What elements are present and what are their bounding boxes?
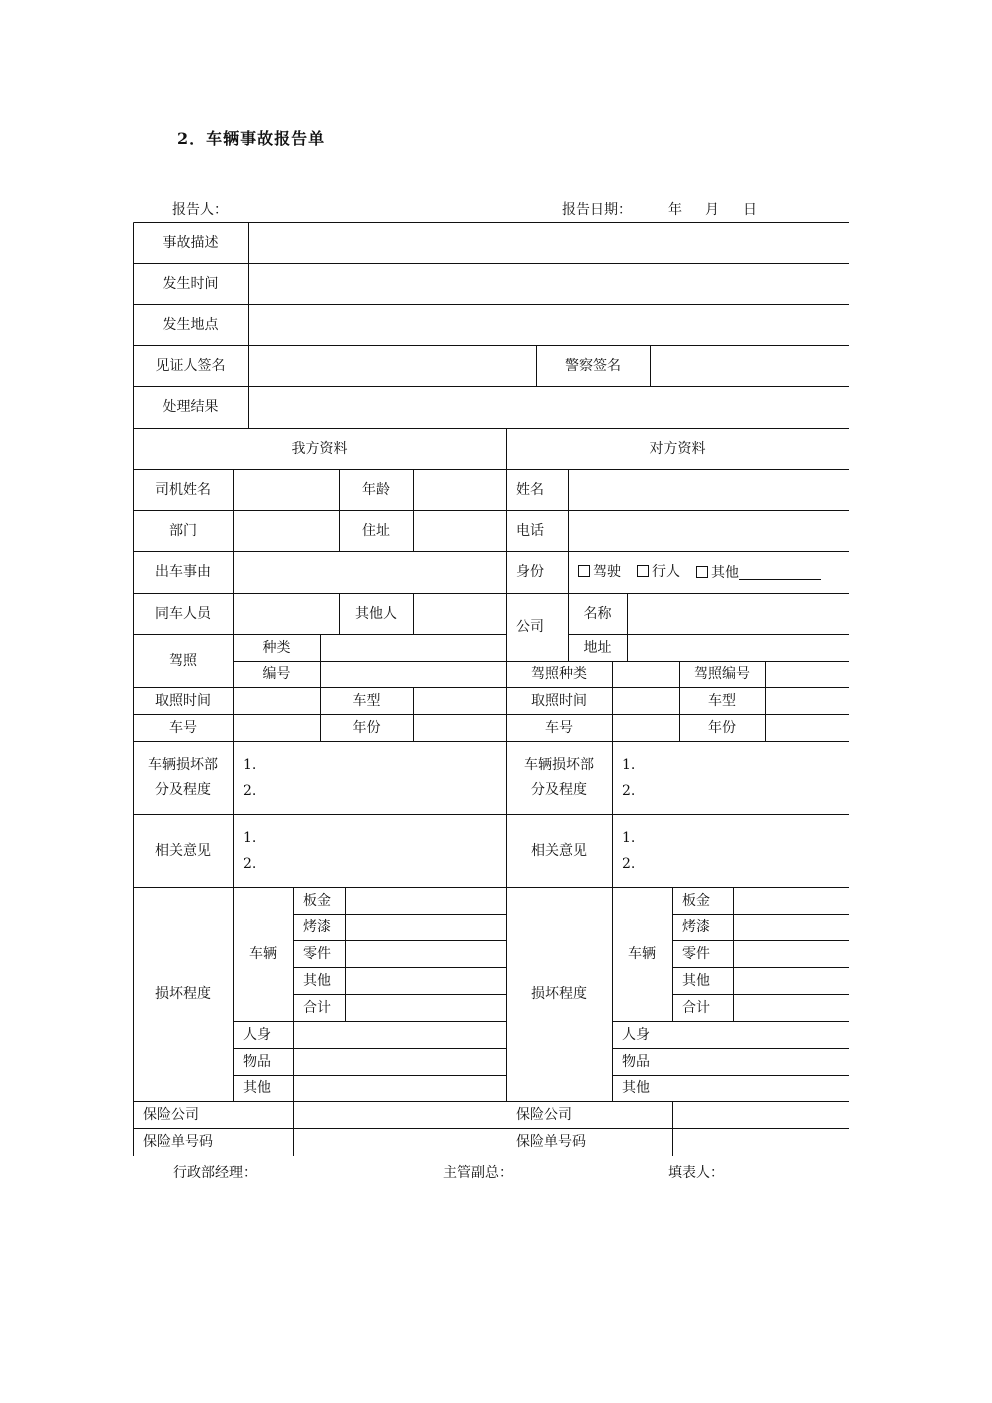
label-time: 发生时间 bbox=[162, 275, 219, 292]
field-accident-desc[interactable] bbox=[248, 222, 849, 263]
field-car-model[interactable] bbox=[413, 687, 506, 714]
label-their-insurer: 保险公司 bbox=[516, 1106, 572, 1123]
label-their-part-other: 其他 bbox=[682, 972, 710, 989]
field-car-year[interactable] bbox=[413, 714, 506, 741]
page-title: 2．车辆事故报告单 bbox=[177, 129, 326, 148]
checkbox-icon bbox=[637, 565, 649, 577]
date-year: 年 bbox=[668, 202, 682, 218]
report-date-label: 报告日期： bbox=[562, 202, 632, 218]
label-others: 其他人 bbox=[355, 605, 397, 622]
label-companions: 同车人员 bbox=[155, 605, 211, 622]
label-license: 驾照 bbox=[169, 652, 197, 669]
field-age[interactable] bbox=[413, 469, 506, 510]
label-part-sheet-metal: 板金 bbox=[303, 892, 331, 909]
label-their-license-no: 驾照编号 bbox=[694, 666, 750, 682]
label-driver-name: 司机姓名 bbox=[155, 481, 211, 498]
label-license-type: 种类 bbox=[262, 639, 291, 656]
label-dept: 部门 bbox=[169, 522, 197, 539]
label-part-other: 其他 bbox=[303, 972, 331, 989]
label-their-vehicle: 车辆 bbox=[628, 946, 656, 962]
field-others[interactable] bbox=[413, 593, 506, 634]
label-insurer: 保险公司 bbox=[143, 1106, 199, 1123]
field-dept[interactable] bbox=[233, 510, 339, 551]
identity-options bbox=[568, 551, 849, 593]
field-license-no[interactable] bbox=[320, 661, 506, 687]
label-goods: 物品 bbox=[243, 1053, 271, 1070]
option-other[interactable]: 其他 bbox=[696, 565, 821, 580]
field-result[interactable] bbox=[248, 386, 849, 428]
field-their-name[interactable] bbox=[568, 469, 849, 510]
field-witness-sign[interactable] bbox=[248, 345, 536, 386]
label-their-car-model: 车型 bbox=[708, 692, 736, 709]
label-part-components: 零件 bbox=[303, 945, 331, 962]
label-trip-reason: 出车事由 bbox=[155, 564, 211, 580]
label-their-goods: 物品 bbox=[622, 1053, 650, 1070]
field-companions[interactable] bbox=[233, 593, 339, 634]
label-license-no: 编号 bbox=[262, 666, 291, 682]
checkbox-icon bbox=[578, 565, 590, 577]
field-place[interactable] bbox=[248, 304, 849, 345]
label-damage-parts: 车辆损坏部 分及程度 bbox=[148, 756, 218, 798]
label-person: 人身 bbox=[243, 1026, 271, 1043]
label-vehicle: 车辆 bbox=[249, 946, 277, 962]
footer-supervisor: 主管副总： bbox=[443, 1165, 513, 1181]
label-their-policy-no: 保险单号码 bbox=[516, 1134, 586, 1150]
label-policy-no: 保险单号码 bbox=[143, 1134, 213, 1150]
checkbox-icon bbox=[696, 566, 708, 578]
section-theirs: 对方资料 bbox=[649, 440, 706, 457]
field-police-sign[interactable] bbox=[650, 345, 849, 386]
label-company-name: 名称 bbox=[583, 605, 612, 622]
label-their-person: 人身 bbox=[622, 1026, 650, 1043]
label-result: 处理结果 bbox=[162, 399, 219, 415]
label-their-damage-parts: 车辆损坏部 分及程度 bbox=[524, 756, 594, 798]
field-license-type[interactable] bbox=[320, 634, 506, 661]
label-place: 发生地点 bbox=[162, 316, 219, 333]
label-their-part-paint: 烤漆 bbox=[682, 919, 710, 935]
label-their-part-sheet-metal: 板金 bbox=[682, 892, 710, 909]
label-their-phone: 电话 bbox=[516, 522, 544, 539]
section-ours: 我方资料 bbox=[291, 440, 348, 457]
label-accident-desc: 事故描述 bbox=[162, 234, 219, 251]
label-damage-degree: 损坏程度 bbox=[155, 986, 211, 1002]
footer-filler: 填表人： bbox=[668, 1165, 724, 1181]
field-license-date[interactable] bbox=[233, 687, 320, 714]
label-their-name: 姓名 bbox=[516, 481, 544, 498]
opinion-list-theirs[interactable]: 1. 2. bbox=[622, 829, 636, 872]
date-day: 日 bbox=[743, 202, 757, 218]
label-license-date: 取照时间 bbox=[155, 692, 211, 709]
other-blank-line[interactable] bbox=[739, 565, 821, 580]
label-other: 其他 bbox=[243, 1080, 271, 1096]
field-their-license-no[interactable] bbox=[765, 661, 849, 687]
label-identity: 身份 bbox=[516, 564, 544, 580]
label-address: 住址 bbox=[362, 522, 390, 539]
label-their-license-date: 取照时间 bbox=[531, 692, 587, 709]
opinion-list-ours[interactable]: 1. 2. bbox=[243, 829, 257, 872]
label-police-sign: 警察签名 bbox=[565, 357, 621, 374]
label-part-paint: 烤漆 bbox=[303, 919, 331, 935]
field-car-no[interactable] bbox=[233, 714, 320, 741]
label-car-year: 年份 bbox=[352, 719, 381, 736]
option-driver[interactable]: 驾驶 bbox=[578, 565, 621, 579]
field-company-name[interactable] bbox=[627, 593, 849, 634]
label-car-no: 车号 bbox=[169, 719, 197, 736]
field-their-license-type[interactable] bbox=[612, 661, 679, 687]
label-part-total: 合计 bbox=[303, 999, 331, 1016]
field-address[interactable] bbox=[413, 510, 506, 551]
footer-admin-manager: 行政部经理： bbox=[173, 1165, 257, 1181]
field-their-car-year[interactable] bbox=[765, 714, 849, 741]
damage-list-theirs[interactable]: 1. 2. bbox=[622, 756, 636, 799]
field-time[interactable] bbox=[248, 263, 849, 304]
field-their-car-model[interactable] bbox=[765, 687, 849, 714]
label-opinion: 相关意见 bbox=[155, 842, 211, 859]
damage-list-ours[interactable]: 1. 2. bbox=[243, 756, 257, 799]
label-their-damage-degree: 损坏程度 bbox=[531, 986, 587, 1002]
field-their-phone[interactable] bbox=[568, 510, 849, 551]
label-company: 公司 bbox=[516, 619, 544, 635]
accident-report-form bbox=[133, 222, 849, 1156]
label-their-part-components: 零件 bbox=[682, 945, 710, 962]
label-age: 年龄 bbox=[362, 481, 390, 498]
label-their-car-no: 车号 bbox=[545, 719, 573, 736]
field-trip-reason[interactable] bbox=[233, 551, 506, 593]
reporter-label: 报告人： bbox=[172, 202, 228, 218]
field-their-car-no[interactable] bbox=[612, 714, 679, 741]
field-driver-name[interactable] bbox=[233, 469, 339, 510]
field-their-license-date[interactable] bbox=[612, 687, 679, 714]
option-pedestrian[interactable]: 行人 bbox=[637, 565, 680, 579]
label-their-part-total: 合计 bbox=[682, 999, 710, 1016]
label-witness-sign: 见证人签名 bbox=[155, 357, 226, 374]
label-company-address: 地址 bbox=[583, 639, 612, 656]
label-their-other: 其他 bbox=[622, 1080, 650, 1096]
label-car-model: 车型 bbox=[352, 692, 381, 709]
field-company-address[interactable] bbox=[627, 634, 849, 661]
label-their-car-year: 年份 bbox=[708, 719, 736, 736]
label-their-opinion: 相关意见 bbox=[531, 842, 587, 859]
date-month: 月 bbox=[705, 202, 719, 218]
label-their-license-type: 驾照种类 bbox=[531, 666, 587, 682]
